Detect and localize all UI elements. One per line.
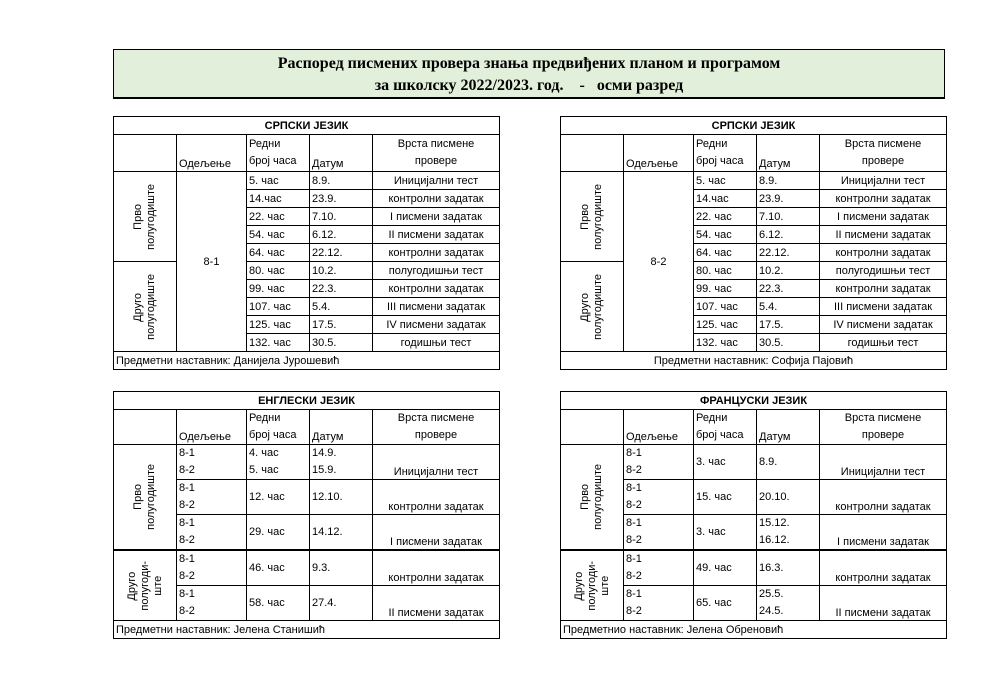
cas-cell: 64. час xyxy=(247,244,310,262)
vrsta-cell: годишњи тест xyxy=(373,334,500,352)
redni-broj-header: Редни број часа xyxy=(694,135,757,172)
datum-cell: 30.5. xyxy=(757,334,820,352)
vrsta-cell: контролни задатак xyxy=(373,480,500,515)
polugodiste-2-label: Друго полугодиште xyxy=(561,262,624,352)
vrsta-cell: III писмени задатак xyxy=(820,298,947,316)
serbian-8-2-table xyxy=(560,116,947,370)
cas-cell: 3. час xyxy=(694,515,757,551)
class-cell: 8-1 8-2 xyxy=(624,550,694,586)
vrsta-cell: I писмени задатак xyxy=(820,208,947,226)
class-label: 8-1 xyxy=(177,172,247,352)
cas-cell: 3. час xyxy=(694,445,757,480)
datum-cell: 20.10. xyxy=(757,480,820,515)
polugodiste-2-label: Друго полугоди- ште xyxy=(561,550,624,621)
vrsta-cell: контролни задатак xyxy=(820,244,947,262)
datum-cell: 6.12. xyxy=(310,226,373,244)
vrsta-cell: IV писмени задатак xyxy=(373,316,500,334)
french-table xyxy=(560,391,947,639)
datum-cell: 5.4. xyxy=(757,298,820,316)
datum-cell: 5.4. xyxy=(310,298,373,316)
polugodiste-2-label: Друго полугоди- ште xyxy=(114,550,177,621)
vrsta-cell: Иницијални тест xyxy=(820,172,947,190)
cas-cell: 80. час xyxy=(247,262,310,280)
vrsta-cell: II писмени задатак xyxy=(820,226,947,244)
odeljenje-header: Одељење xyxy=(624,410,694,445)
vrsta-cell: II писмени задатак xyxy=(373,226,500,244)
datum-cell: 25.5. 24.5. xyxy=(757,586,820,621)
cas-cell: 5. час xyxy=(247,172,310,190)
cas-cell: 125. час xyxy=(694,316,757,334)
datum-cell: 30.5. xyxy=(310,334,373,352)
teacher-line: Предметни наставник: Јелена Станишић xyxy=(114,621,500,639)
datum-cell: 14.12. xyxy=(310,515,373,551)
cas-cell: 14.час xyxy=(247,190,310,208)
datum-header: Датум xyxy=(310,410,373,445)
datum-header: Датум xyxy=(757,135,820,172)
cas-cell: 132. час xyxy=(694,334,757,352)
polugodiste-1-label: Прво полугодиште xyxy=(114,172,177,262)
datum-header: Датум xyxy=(310,135,373,172)
polugodiste-1-label: Прво полугодиште xyxy=(561,172,624,262)
redni-broj-header: Редни број часа xyxy=(247,410,310,445)
datum-cell: 27.4. xyxy=(310,586,373,621)
redni-broj-header: Редни број часа xyxy=(694,410,757,445)
english-table xyxy=(113,391,500,639)
class-label: 8-2 xyxy=(624,172,694,352)
datum-cell: 7.10. xyxy=(310,208,373,226)
class-cell: 8-1 8-2 xyxy=(177,550,247,586)
datum-cell: 7.10. xyxy=(757,208,820,226)
datum-cell: 10.2. xyxy=(757,262,820,280)
vrsta-cell: Иницијални тест xyxy=(373,172,500,190)
cas-cell: 29. час xyxy=(247,515,310,551)
cas-cell: 80. час xyxy=(694,262,757,280)
cas-cell: 107. час xyxy=(247,298,310,316)
datum-cell: 9.3. xyxy=(310,550,373,586)
odeljenje-header: Одељење xyxy=(624,135,694,172)
datum-cell: 22.3. xyxy=(310,280,373,298)
class-cell: 8-1 8-2 xyxy=(177,586,247,621)
cas-cell: 99. час xyxy=(247,280,310,298)
cas-cell: 65. час xyxy=(694,586,757,621)
class-cell: 8-1 8-2 xyxy=(177,515,247,551)
cas-cell: 99. час xyxy=(694,280,757,298)
cas-cell: 4. час 5. час xyxy=(247,445,310,480)
redni-broj-header: Редни број часа xyxy=(247,135,310,172)
vrsta-cell: I писмени задатак xyxy=(820,515,947,551)
subject-header: ФРАНЦУСКИ ЈЕЗИК xyxy=(561,392,947,410)
datum-cell: 6.12. xyxy=(757,226,820,244)
cas-cell: 49. час xyxy=(694,550,757,586)
datum-cell: 14.9. 15.9. xyxy=(310,445,373,480)
vrsta-cell: контролни задатак xyxy=(820,550,947,586)
polugodiste-1-label: Прво полугодиште xyxy=(561,445,624,551)
class-cell: 8-1 8-2 xyxy=(624,515,694,551)
subject-header: СРПСКИ ЈЕЗИК xyxy=(561,117,947,135)
corner-cell xyxy=(114,410,177,445)
vrsta-cell: контролни задатак xyxy=(373,190,500,208)
class-cell: 8-1 8-2 xyxy=(624,445,694,480)
datum-header: Датум xyxy=(757,410,820,445)
title-line-1: Распоред писмених провера знања предвиђених планом и програмом xyxy=(277,55,781,72)
class-cell: 8-1 8-2 xyxy=(177,445,247,480)
vrsta-header: Врста писмене провере xyxy=(373,135,500,172)
vrsta-cell: Иницијални тест xyxy=(373,445,500,480)
datum-cell: 16.3. xyxy=(757,550,820,586)
cas-cell: 54. час xyxy=(694,226,757,244)
corner-cell xyxy=(561,410,624,445)
corner-cell xyxy=(114,135,177,172)
cas-cell: 125. час xyxy=(247,316,310,334)
vrsta-cell: II писмени задатак xyxy=(373,586,500,621)
datum-cell: 22.3. xyxy=(757,280,820,298)
vrsta-header: Врста писмене провере xyxy=(820,410,947,445)
polugodiste-1-label: Прво полугодиште xyxy=(114,445,177,551)
datum-cell: 23.9. xyxy=(757,190,820,208)
cas-cell: 14.час xyxy=(694,190,757,208)
vrsta-cell: контролни задатак xyxy=(373,550,500,586)
vrsta-cell: контролни задатак xyxy=(820,190,947,208)
teacher-line: Предметни наставник: Данијела Јурошевић xyxy=(114,352,500,370)
datum-cell: 8.9. xyxy=(757,172,820,190)
class-cell: 8-1 8-2 xyxy=(624,480,694,515)
cas-cell: 22. час xyxy=(694,208,757,226)
vrsta-cell: полугодишњи тест xyxy=(820,262,947,280)
datum-cell: 12.10. xyxy=(310,480,373,515)
polugodiste-2-label: Друго полугодиште xyxy=(114,262,177,352)
vrsta-cell: IV писмени задатак xyxy=(820,316,947,334)
subject-header: СРПСКИ ЈЕЗИК xyxy=(114,117,500,135)
class-cell: 8-1 8-2 xyxy=(624,586,694,621)
vrsta-cell: Иницијални тест xyxy=(820,445,947,480)
vrsta-cell: I писмени задатак xyxy=(373,208,500,226)
vrsta-cell: полугодишњи тест xyxy=(373,262,500,280)
datum-cell: 22.12. xyxy=(757,244,820,262)
cas-cell: 64. час xyxy=(694,244,757,262)
cas-cell: 12. час xyxy=(247,480,310,515)
vrsta-cell: контролни задатак xyxy=(373,280,500,298)
corner-cell xyxy=(561,135,624,172)
vrsta-cell: контролни задатак xyxy=(820,480,947,515)
datum-cell: 17.5. xyxy=(310,316,373,334)
datum-cell: 15.12. 16.12. xyxy=(757,515,820,551)
serbian-8-1-table xyxy=(113,116,500,370)
teacher-line: Предметни наставник: Софија Пајовић xyxy=(561,352,947,370)
title-line-2: за школску 2022/2023. год. - осми разред xyxy=(374,77,684,94)
vrsta-cell: III писмени задатак xyxy=(373,298,500,316)
class-cell: 8-1 8-2 xyxy=(177,480,247,515)
vrsta-cell: II писмени задатак xyxy=(820,586,947,621)
subject-header: ЕНГЛЕСКИ ЈЕЗИК xyxy=(114,392,500,410)
vrsta-header: Врста писмене провере xyxy=(820,135,947,172)
vrsta-cell: годишњи тест xyxy=(820,334,947,352)
vrsta-cell: контролни задатак xyxy=(373,244,500,262)
vrsta-cell: I писмени задатак xyxy=(373,515,500,551)
vrsta-cell: контролни задатак xyxy=(820,280,947,298)
cas-cell: 107. час xyxy=(694,298,757,316)
datum-cell: 17.5. xyxy=(757,316,820,334)
datum-cell: 10.2. xyxy=(310,262,373,280)
odeljenje-header: Одељење xyxy=(177,410,247,445)
cas-cell: 54. час xyxy=(247,226,310,244)
cas-cell: 58. час xyxy=(247,586,310,621)
vrsta-header: Врста писмене провере xyxy=(373,410,500,445)
cas-cell: 15. час xyxy=(694,480,757,515)
cas-cell: 132. час xyxy=(247,334,310,352)
teacher-line: Предметнио наставник: Јелена Обреновић xyxy=(561,621,947,639)
page-title xyxy=(113,49,945,99)
cas-cell: 5. час xyxy=(694,172,757,190)
cas-cell: 46. час xyxy=(247,550,310,586)
cas-cell: 22. час xyxy=(247,208,310,226)
datum-cell: 23.9. xyxy=(310,190,373,208)
datum-cell: 8.9. xyxy=(757,445,820,480)
odeljenje-header: Одељење xyxy=(177,135,247,172)
datum-cell: 8.9. xyxy=(310,172,373,190)
datum-cell: 22.12. xyxy=(310,244,373,262)
